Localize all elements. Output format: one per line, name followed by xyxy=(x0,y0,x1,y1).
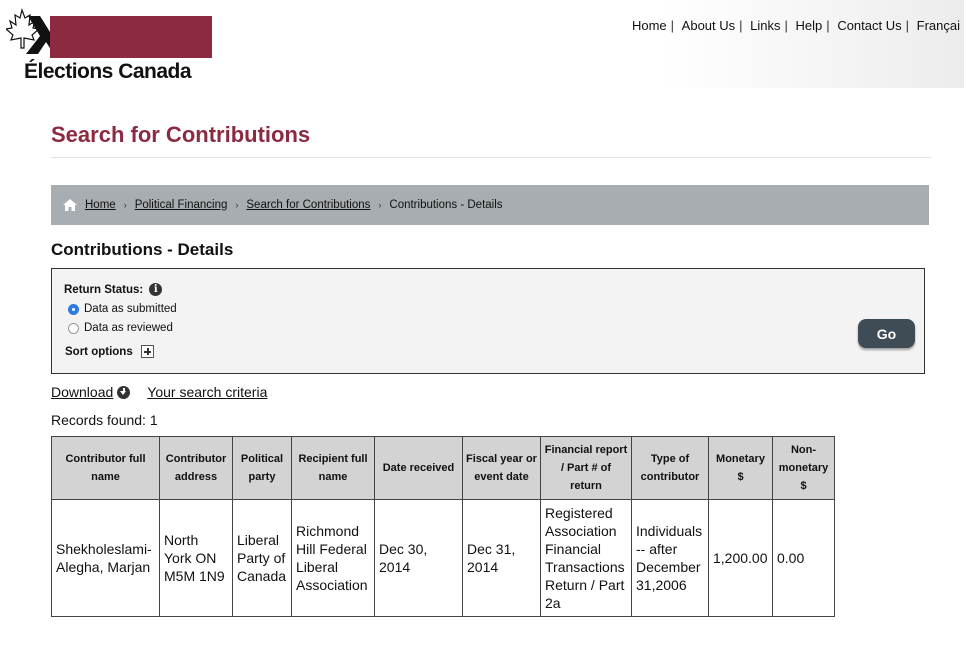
download-icon[interactable] xyxy=(117,386,130,399)
cell-non-monetary: 0.00 xyxy=(773,500,835,617)
records-found: Records found: 1 xyxy=(51,412,158,428)
home-icon xyxy=(63,199,77,211)
column-header: Date received xyxy=(375,437,463,500)
cell-contributor-type: Individuals -- after December 31,2006 xyxy=(632,500,709,617)
breadcrumb-home[interactable]: Home xyxy=(85,199,116,211)
elections-canada-logo[interactable] xyxy=(6,8,211,83)
title-divider xyxy=(51,157,931,158)
nav-help[interactable]: Help xyxy=(795,18,823,33)
column-header: Fiscal year or event date xyxy=(463,437,541,500)
table-row xyxy=(52,500,835,617)
breadcrumb-current: Contributions - Details xyxy=(389,199,503,211)
column-header: Contributor full name xyxy=(52,437,160,500)
site-header xyxy=(0,0,964,92)
sort-options[interactable] xyxy=(65,345,154,358)
radio-data-as-submitted[interactable] xyxy=(68,303,177,315)
section-title: Contributions - Details xyxy=(51,240,234,259)
column-header: Financial report / Part # of return xyxy=(541,437,632,500)
cell-monetary: 1,200.00 xyxy=(709,500,773,617)
column-header: Monetary $ xyxy=(709,437,773,500)
header-background xyxy=(664,0,964,88)
result-links xyxy=(51,384,267,400)
cell-date-received: Dec 30, 2014 xyxy=(375,500,463,617)
download-link[interactable]: Download xyxy=(51,384,114,400)
cell-contributor-name: Shekholeslami-Alegha, Marjan xyxy=(52,500,160,617)
cell-fiscal-year: Dec 31, 2014 xyxy=(463,500,541,617)
cell-contributor-address: North York ON M5M 1N9 xyxy=(160,500,233,617)
nav-contact-us[interactable]: Contact Us xyxy=(837,18,902,33)
info-icon[interactable]: i xyxy=(149,283,162,296)
contributions-table xyxy=(51,436,835,617)
nav-links[interactable]: Links xyxy=(750,18,781,33)
cell-political-party: Liberal Party of Canada xyxy=(233,500,292,617)
table-header-row xyxy=(52,437,835,500)
go-button[interactable]: Go xyxy=(858,319,915,348)
plus-icon[interactable] xyxy=(141,345,154,358)
return-status-text: Return Status: xyxy=(64,283,144,296)
radio-data-as-reviewed[interactable] xyxy=(68,322,173,334)
cell-recipient-name: Richmond Hill Federal Liberal Association xyxy=(292,500,375,617)
filter-panel xyxy=(51,268,925,374)
return-status-label xyxy=(64,283,162,296)
radio-label-reviewed: Data as reviewed xyxy=(84,322,173,334)
column-header: Non-monetary $ xyxy=(773,437,835,500)
column-header: Recipient full name xyxy=(292,437,375,500)
radio-label-submitted: Data as submitted xyxy=(84,303,177,315)
chevron-right-icon: › xyxy=(378,200,382,210)
cell-financial-report: Registered Association Financial Transactions Return / Part 2a xyxy=(541,500,632,617)
column-header: Type of contributor xyxy=(632,437,709,500)
logo-text: Élections Canada xyxy=(24,60,192,83)
breadcrumb-political-financing[interactable]: Political Financing xyxy=(134,199,228,211)
nav-francais[interactable]: Françai xyxy=(916,18,960,33)
nav-about-us[interactable]: About Us xyxy=(681,18,736,33)
sort-options-label: Sort options xyxy=(65,345,133,358)
page-title: Search for Contributions xyxy=(51,122,311,147)
breadcrumb-search-contributions[interactable]: Search for Contributions xyxy=(246,199,371,211)
radio-button-checked[interactable] xyxy=(68,304,79,315)
breadcrumb xyxy=(51,185,929,225)
top-navigation: Home | About Us | Links | Help | Contact Us | Françai xyxy=(628,18,964,33)
radio-button-unchecked[interactable] xyxy=(68,323,79,334)
column-header: Political party xyxy=(233,437,292,500)
nav-home[interactable]: Home xyxy=(631,18,667,33)
logo-bar xyxy=(50,16,212,58)
chevron-right-icon: › xyxy=(235,200,239,210)
search-criteria-link[interactable]: Your search criteria xyxy=(147,384,268,400)
column-header: Contributor address xyxy=(160,437,233,500)
chevron-right-icon: › xyxy=(123,200,127,210)
